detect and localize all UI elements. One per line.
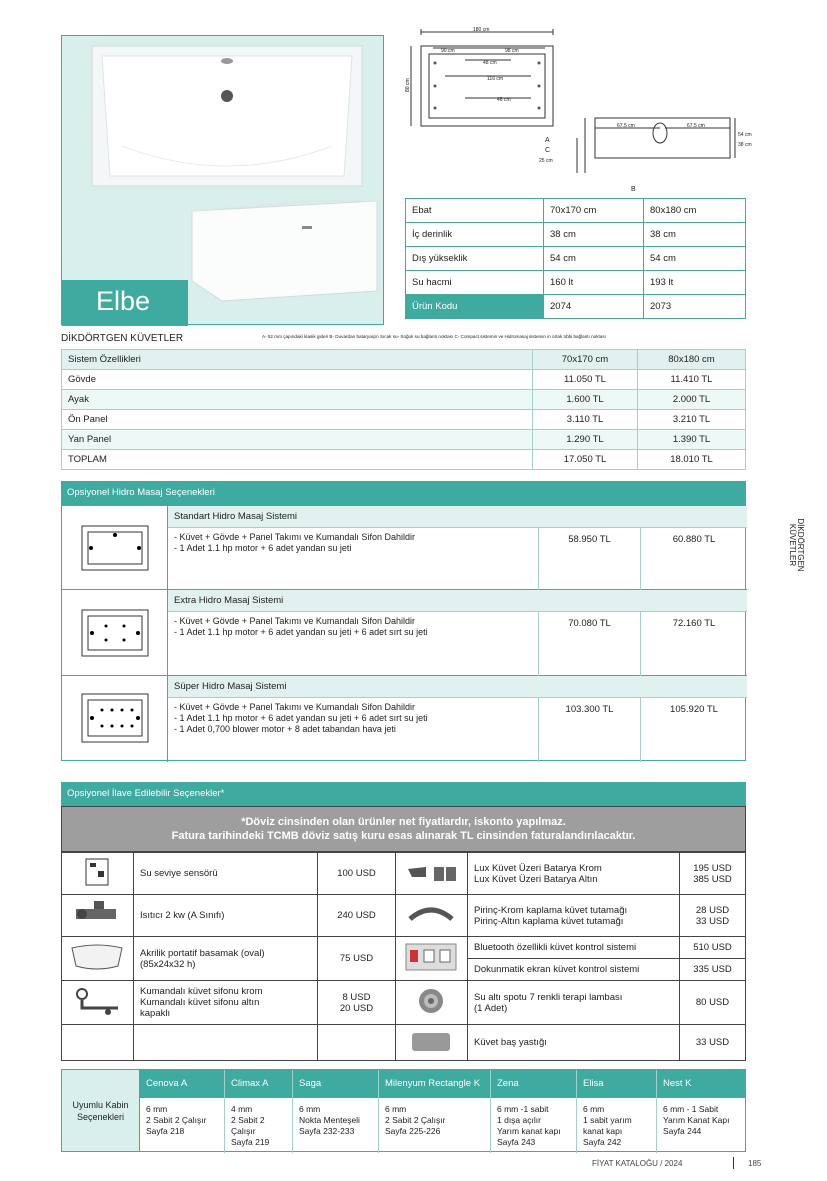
- cabin-item: Climax A 4 mm 2 Sabit 2 Çalışır Sayfa 219: [225, 1070, 293, 1153]
- cabin-item: Cenova A 6 mm 2 Sabit 2 Çalışır Sayfa 218: [140, 1070, 225, 1153]
- hydro-super-icon: [62, 676, 168, 762]
- price-row: TOPLAM 17.050 TL 18.010 TL: [62, 450, 746, 470]
- price-row: Ayak 1.600 TL 2.000 TL: [62, 390, 746, 410]
- hydro-title: Opsiyonel Hidro Masaj Seçenekleri: [61, 481, 746, 505]
- spec-table: [405, 198, 746, 319]
- spot-light-icon: [396, 981, 468, 1025]
- step-icon: [62, 937, 134, 981]
- hydro-extra-icon: [62, 590, 168, 676]
- cabin-item: Zena 6 mm -1 sabit 1 dışa açılır Yarım kanat kapı Sayfa 243: [491, 1070, 577, 1153]
- dim-inner: 90 cm: [441, 48, 455, 54]
- dim-left: 98 cm: [505, 48, 519, 54]
- price-row: Ön Panel 3.110 TL 3.210 TL: [62, 410, 746, 430]
- extras-title: Opsiyonel İlave Edilebilir Seçenekler*: [61, 782, 746, 806]
- dim-top: 180 cm: [473, 27, 490, 33]
- connection-note: A- 52 mm çapındaki klasik gideri B- Duvardan bataryaiçin Sıcak su- Soğuk su bağlantı noktası C- Compact sistemin ve Hidromasaj sistemin in ortak tıbbi bağlantı noktası: [262, 334, 606, 339]
- faucet-icon: [396, 853, 468, 895]
- control-panel-icon: [396, 937, 468, 981]
- hydro-extra-name: Extra Hidro Masaj Sistemi: [168, 590, 747, 612]
- footer-catalog: FİYAT KATALOĞU / 2024: [592, 1159, 683, 1168]
- cabin-label-1: Uyumlu Kabin: [72, 1099, 129, 1110]
- label-b: B: [631, 186, 636, 193]
- dim-s1: 67.5 cm: [617, 123, 635, 129]
- spec-row: İç derinlik 38 cm 38 cm: [406, 223, 746, 247]
- handle-icon: [396, 895, 468, 937]
- dim-h3: 25 cm: [539, 158, 553, 164]
- dim-h2: 38 cm: [738, 142, 752, 148]
- label-a: A: [545, 137, 550, 144]
- sensor-icon: [62, 853, 134, 895]
- hydro-std-price-1: 58.950 TL: [538, 528, 640, 590]
- dim-h1: 54 cm: [738, 132, 752, 138]
- label-c: C: [545, 147, 551, 154]
- heater-icon: [62, 895, 134, 937]
- pillow-icon: [396, 1025, 468, 1061]
- cabin-item: Saga 6 mm Nokta Menteşeli Sayfa 232-233: [293, 1070, 379, 1153]
- price-row: Yan Panel 1.290 TL 1.390 TL: [62, 430, 746, 450]
- spec-row: Dış yükseklik 54 cm 54 cm: [406, 247, 746, 271]
- siphon-icon: [62, 981, 134, 1025]
- dim-s2: 67.5 cm: [687, 123, 705, 129]
- footer-divider: [733, 1157, 734, 1169]
- cabin-item: Nest K 6 mm - 1 Sabit Yarım Kanat Kapı Sayfa 244: [663, 1078, 730, 1136]
- side-category-tab: DİKDÖRTGEN KÜVETLER: [788, 518, 805, 572]
- hydro-std-icon: [62, 506, 168, 590]
- product-name: Elbe: [96, 286, 151, 316]
- cabin-label-2: Seçenekleri: [76, 1111, 125, 1122]
- hydro-extra-price-2: 72.160 TL: [640, 612, 747, 676]
- hydro-super-price-2: 105.920 TL: [640, 698, 747, 762]
- cabin-item: Elisa 6 mm 1 sabit yarım kanat kapı Sayfa 242: [577, 1070, 657, 1153]
- dim-small: 46 cm: [497, 97, 511, 103]
- hydro-extra-price-1: 70.080 TL: [538, 612, 640, 676]
- hydro-section: Standart Hidro Masaj Sistemi - Küvet + Gövde + Panel Takımı ve Kumandalı Sifon Dahildir - 1 Adet 1.1 hp motor + 6 adet yandan su jeti 58.950 TL 60.880 TL Extra Hidro Masaj Sistemi - Küvet + Gövde + Panel Takımı ve Kumandalı Sifon Dahildir - 1 Adet 1.1 hp motor + 6 adet yandan su jeti + 6 adet sırt su jeti 70.080 TL 72.160 TL Süper Hidro Masaj Sistemi - Küvet + Gövde + Panel Takımı ve Kumandalı Sifon Dahildir - 1 Adet 1.1 hp motor + 6 adet yandan su jeti + 6 adet sırt su jeti - 1 Adet 0,700 blower motor + 8 adet tabandan hava jeti 103.300 TL 105.920 TL: [61, 505, 746, 761]
- price-table: Sistem Özellikleri 70x170 cm 80x180 cm Gövde 11.050 TL 11.410 TL Ayak 1.600 TL 2.000 TL Ön Panel 3.110 TL 3.210 TL Yan Panel 1.290 TL 1.390 TL TOPLAM 17.050 TL 18.010 TL: [61, 349, 746, 470]
- dim-side: 80 cm: [405, 78, 411, 92]
- extras-table: Su seviye sensörü 100 USD Lux Küvet Üzeri Batarya Krom Lux Küvet Üzeri Batarya Altın 195 USD 385 USD Isıtıcı 2 kw (A Sınıfı) 240 USD Pirinç-Krom kaplama küvet tutamağı Pirinç-Altın kaplama küvet tutamağı 28 USD 33 USD Akrilik portatif basamak (oval) (85x24x32 h) 75 USD Bluetooth özellikli küvet kontrol sistemi 510 USD Dokunmatik ekran küvet kontrol sistemi 335 USD Kumandalı küvet sifonu krom Kumandalı küvet sifonu altın kapaklı 8 USD 20 USD Su altı spotu 7 renkli terapi lambası (1 Adet) 80 USD Küvet baş yastığı 33 USD: [61, 852, 746, 1061]
- product-name-box: [62, 280, 188, 326]
- dim-long: 116 cm: [487, 76, 504, 82]
- section-title: DİKDÖRTGEN KÜVETLER: [61, 333, 184, 344]
- cabin-item: Milenyum Rectangle K 6 mm 2 Sabit 2 Çalışır Sayfa 225-226: [379, 1070, 491, 1153]
- spec-row: Su hacmi 160 lt 193 lt: [406, 271, 746, 295]
- hydro-super-price-1: 103.300 TL: [538, 698, 640, 762]
- hydro-super-name: Süper Hidro Masaj Sistemi: [168, 676, 747, 698]
- spec-row: Ebat 70x170 cm 80x180 cm: [406, 199, 746, 223]
- hydro-std-price-2: 60.880 TL: [640, 528, 747, 590]
- dim-mid: 48 cm: [483, 60, 497, 66]
- product-image-panel: [61, 35, 384, 325]
- page-number: 185: [748, 1159, 762, 1168]
- hydro-std-name: Standart Hidro Masaj Sistemi: [168, 506, 747, 528]
- currency-banner: *Döviz cinsinden olan ürünler net fiyatlardır, iskonto yapılmaz. Fatura tarihindeki TCMB döviz satış kuru esas alınarak TL cinsinden faturalandırılacaktır.: [61, 806, 746, 852]
- spec-row: Ürün Kodu 2074 2073: [406, 295, 746, 319]
- price-row: Gövde 11.050 TL 11.410 TL: [62, 370, 746, 390]
- cabin-section: [61, 1069, 746, 1152]
- technical-drawing: [405, 28, 750, 193]
